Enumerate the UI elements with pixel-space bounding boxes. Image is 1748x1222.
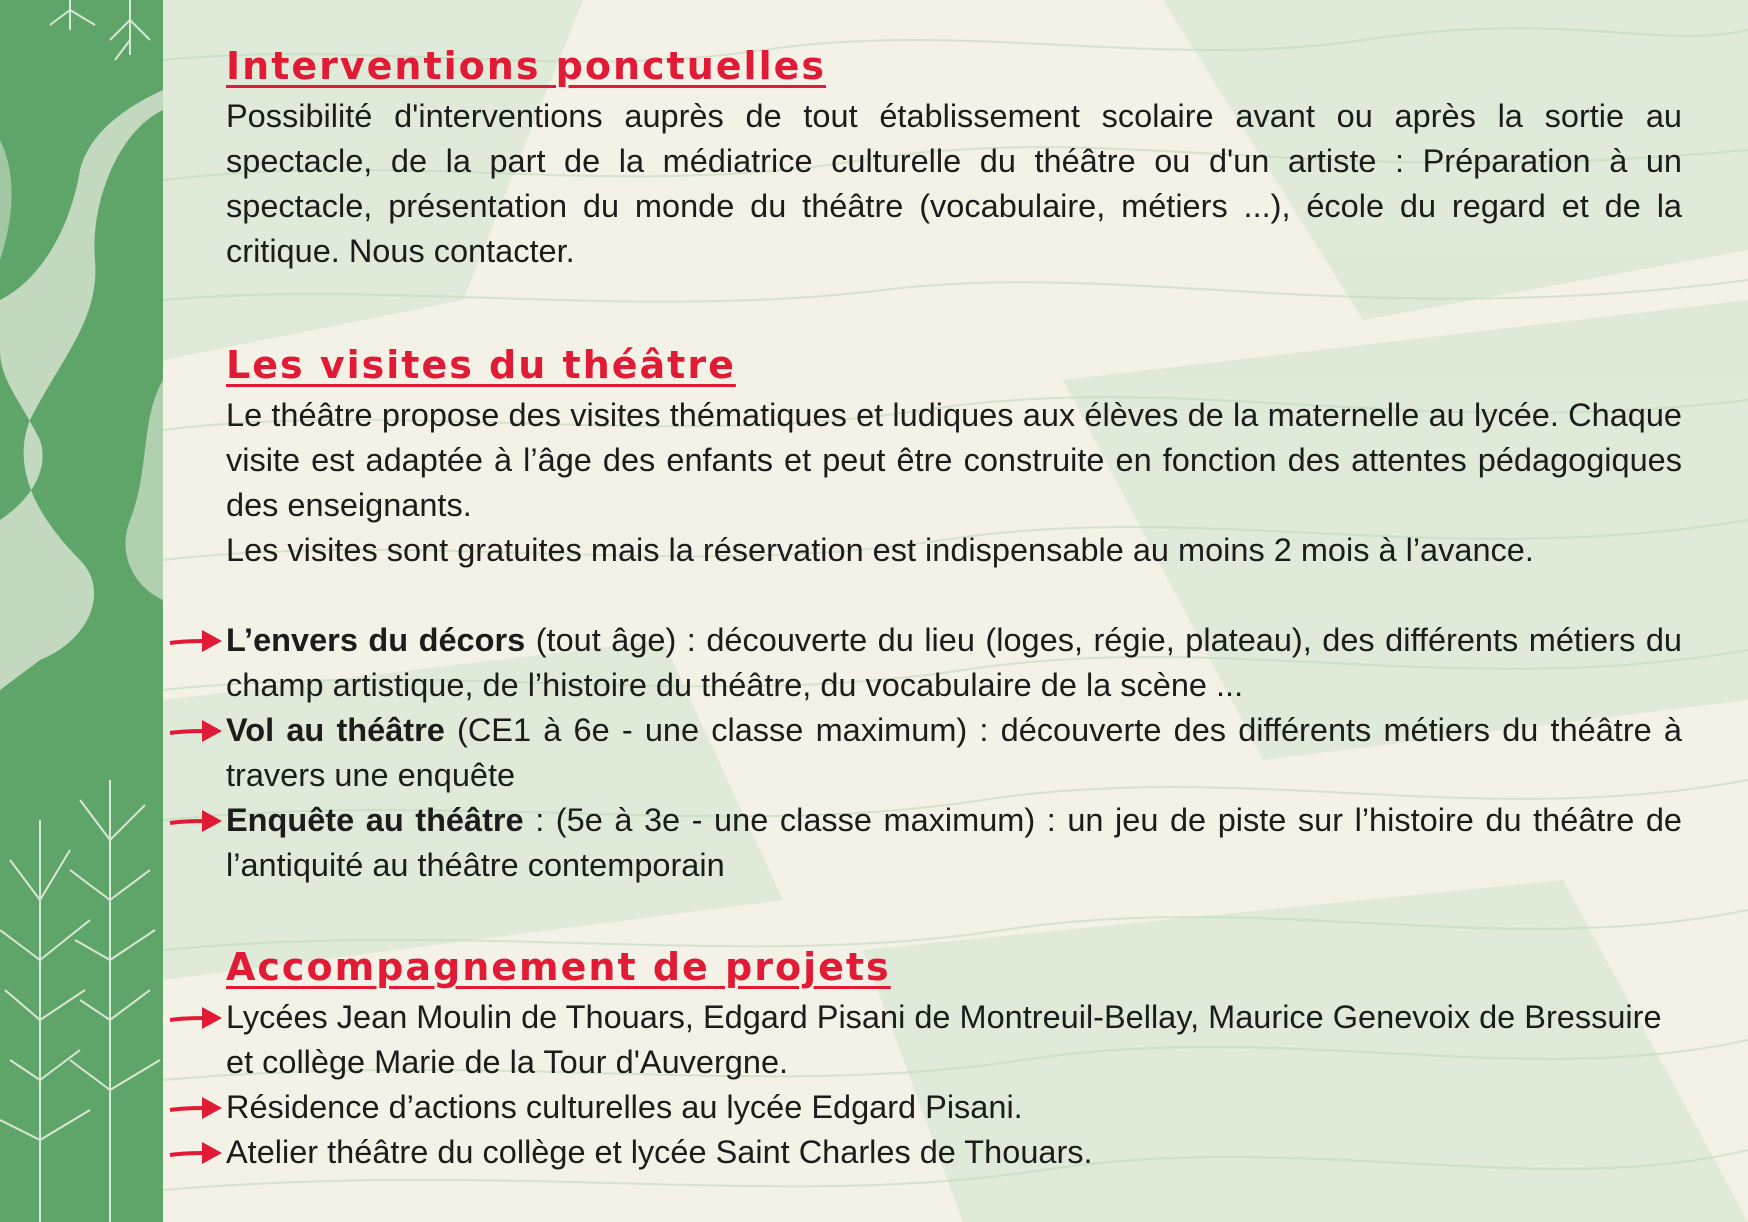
spacer xyxy=(226,573,1682,618)
section-title-accompagnement: Accompagnement de projets xyxy=(226,945,891,989)
project-text: Résidence d’actions culturelles au lycée Edgard Pisani. xyxy=(226,1089,1023,1125)
spacer xyxy=(226,274,1682,319)
visit-name: Enquête au théâtre xyxy=(226,802,524,838)
arrow-right-icon xyxy=(168,1095,224,1121)
visites-paragraph: Le théâtre propose des visites thématiques et ludiques aux élèves de la maternelle au lycée. Chaque visite est adaptée à l’âge des enfants et peut être construite en fonction des attentes pédagogiques des enseignants. xyxy=(226,397,1682,523)
project-text: Lycées Jean Moulin de Thouars, Edgard Pisani de Montreuil-Bellay, Maurice Genevoix de Bressuire et collège Marie de la Tour d'Auvergne. xyxy=(226,999,1662,1080)
visit-description: (tout âge) : découverte du lieu (loges, régie, plateau), des différents métiers du champ artistique, de l’histoire du théâtre, du vocabulaire de la scène ... xyxy=(226,622,1682,703)
list-item xyxy=(226,618,1682,708)
visites-reservation-note: Les visites sont gratuites mais la réservation est indispensable au moins 2 mois à l’avance. xyxy=(226,532,1534,568)
content-area xyxy=(226,38,1682,1175)
list-item xyxy=(226,798,1682,888)
section-title-interventions: Interventions ponctuelles xyxy=(226,44,826,88)
list-item xyxy=(226,995,1682,1085)
visit-name: Vol au théâtre xyxy=(226,712,445,748)
spacer xyxy=(226,888,1682,933)
projects-list xyxy=(226,995,1682,1175)
list-item xyxy=(226,1085,1682,1130)
interventions-paragraph: Possibilité d'interventions auprès de tout établissement scolaire avant ou après la sortie au spectacle, de la part de la médiatrice culturelle du théâtre ou d'un artiste : Préparation à un spectacle, présentation du monde du théâtre (vocabulaire, métiers ...), école du regard et de la critique. Nous contacter. xyxy=(226,98,1682,269)
arrow-right-icon xyxy=(168,808,224,834)
section-title-visites: Les visites du théâtre xyxy=(226,343,736,387)
foliage-illustration xyxy=(0,0,163,1222)
list-item xyxy=(226,708,1682,798)
visites-list xyxy=(226,618,1682,888)
arrow-right-icon xyxy=(168,718,224,744)
list-item xyxy=(226,1130,1682,1175)
visit-description: (CE1 à 6e - une classe maximum) : découverte des différents métiers du théâtre à travers une enquête xyxy=(226,712,1682,793)
arrow-right-icon xyxy=(168,1005,224,1031)
visit-description: : (5e à 3e - une classe maximum) : un jeu de piste sur l’histoire du théâtre de l’antiquité au théâtre contemporain xyxy=(226,802,1682,883)
project-text: Atelier théâtre du collège et lycée Saint Charles de Thouars. xyxy=(226,1134,1093,1170)
visit-name: L’envers du décors xyxy=(226,622,526,658)
arrow-right-icon xyxy=(168,1140,224,1166)
arrow-right-icon xyxy=(168,628,224,654)
decorative-sidebar xyxy=(0,0,163,1222)
